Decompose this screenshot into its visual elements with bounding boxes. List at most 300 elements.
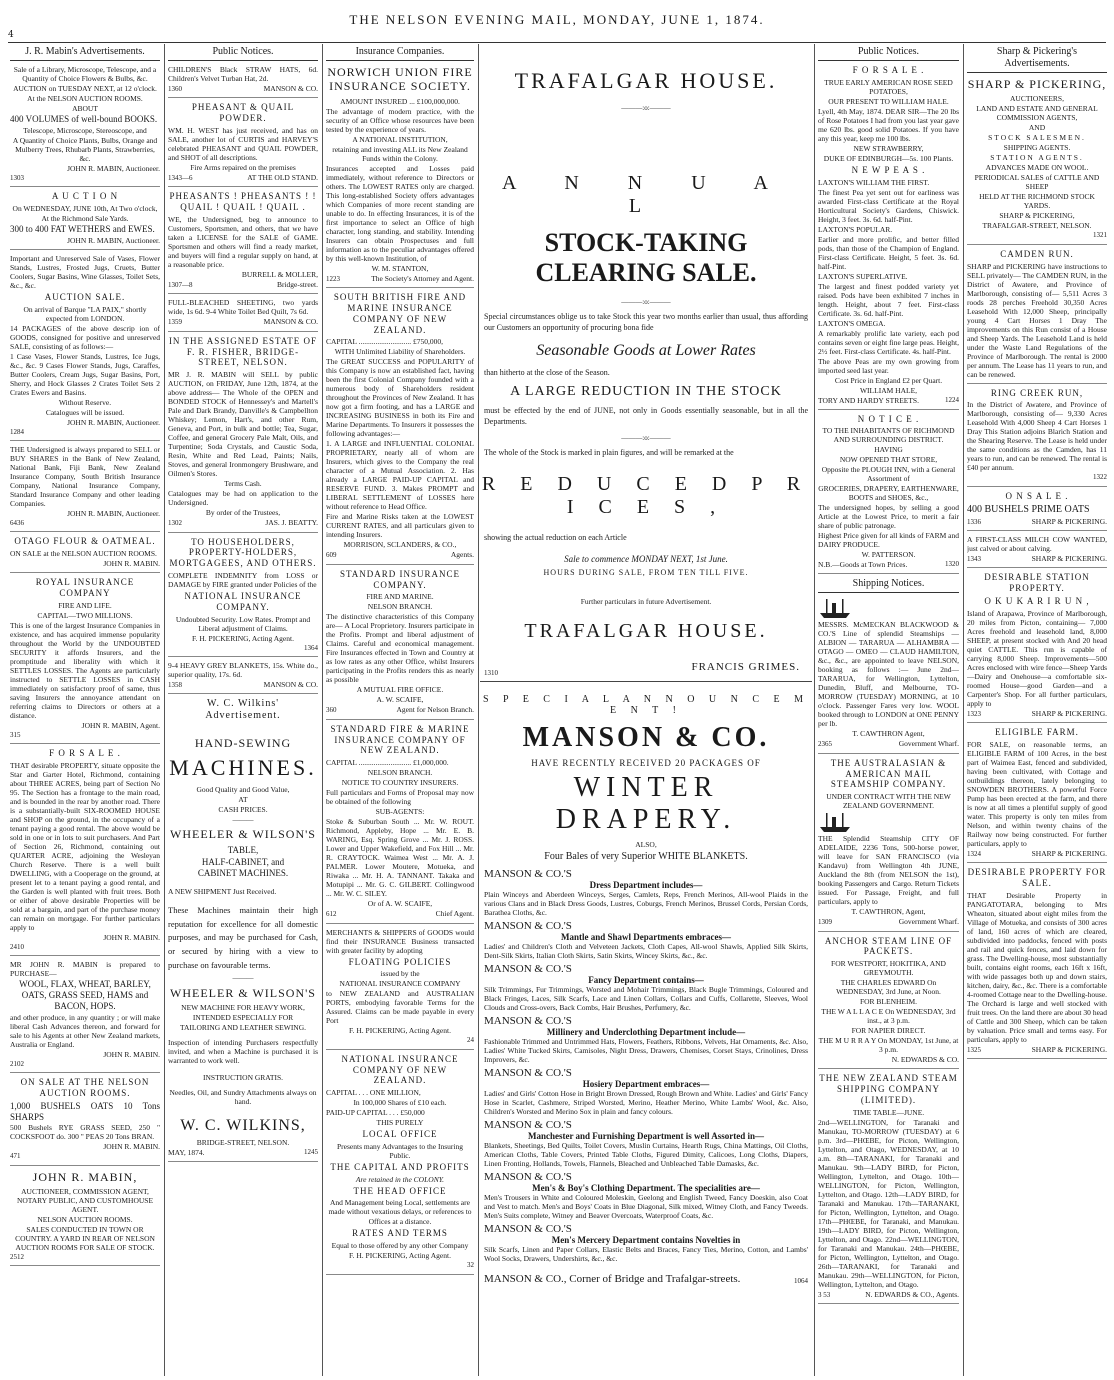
ad-title: IN THE ASSIGNED ESTATE OF F. R. FISHER, BRIDGE-STREET, NELSON. (168, 335, 318, 368)
newspaper-title: THE NELSON EVENING MAIL, MONDAY, JUNE 1, 1874. (349, 12, 765, 27)
ad-ref: 1343—6 (168, 173, 193, 182)
ad-text: Undoubted Security. Low Rates. Prompt and Liberal adjustment of Claims. (175, 614, 311, 633)
ad-ref: 612 (326, 910, 337, 919)
ad-ref: 1336 (967, 517, 981, 526)
ad-ref: 24 (467, 1036, 474, 1045)
ad-title: THE AUSTRALASIAN & AMERICAN MAIL STEAMSHIP COMPANY. (830, 757, 947, 790)
masthead-rule (8, 42, 1106, 43)
ad-title: ELIGIBLE FARM. (995, 727, 1079, 738)
separator: ———:o:——— (621, 298, 671, 306)
ad-text: A NATIONAL INSTITUTION, (352, 134, 448, 144)
department-title: Hosiery Department embraces— (582, 1078, 710, 1089)
ad-wilkins (168, 698, 318, 1162)
ad-text: THE W A L L A C E On WEDNESDAY, 3rd inst., at 3 p.m. (821, 1007, 956, 1026)
ad-text: MAY, 1874. (168, 1148, 205, 1158)
ad-text: A LARGE REDUCTION IN THE STOCK (510, 384, 782, 400)
ad-text: FULL-BLEACHED SHEETING, two yards wide, 1s 6d. 9-4 White Toilet Bed Quilt, 7s 6d. (168, 298, 318, 317)
ad-text: NELSON BRANCH. (367, 602, 433, 612)
ad-text: UNDER CONTRACT WITH THE NEW ZEALAND GOVERNMENT. (826, 792, 951, 811)
column-rule (164, 44, 165, 1376)
department-title: Men's Mercery Department contains Novelties in (551, 1234, 741, 1245)
ad-title: ROYAL INSURANCE COMPANY (35, 577, 135, 598)
page-number: 4 (8, 30, 14, 40)
ad-ref: 1359 (168, 318, 182, 327)
ad-title: OTAGO FLOUR & OATMEAL. (14, 536, 156, 547)
ad-text: Special circumstances oblige us to take Stock this year two months earlier than usual, thus affording our Customers an opportunity of procuring bona fide (484, 312, 808, 332)
ad-text: retaining and investing ALL its New Zealand Funds within the Colony. (332, 144, 468, 163)
department-body: Blankets, Sheetings, Bed Quilts, Toilet Covers, Muslin Curtains, Hearth Rugs, China Mattings, Oil Cloths, American Cloths, Table Covers, Printed Table Cloths, Figured Dimity, Calicoes, Long Cloths, Diapers, Linen Fronting, Hollands, Towels, Flannels, Bleached and Unbleached Table Damasks, &c. (484, 1140, 808, 1168)
ad-signature: MANSON & CO. (263, 84, 318, 93)
ad-text: STATION AGENTS. (990, 153, 1084, 163)
column-heading: Public Notices. (168, 46, 318, 61)
ad-title: CAMDEN RUN. (1000, 248, 1074, 259)
ad-signature: N. EDWARDS & CO., Agents. (865, 1289, 959, 1299)
ad-ring-creek-run (967, 388, 1107, 487)
ad-title: THE NEW ZEALAND STEAM SHIPPING COMPANY (LIMITED). (819, 1073, 958, 1105)
ad-sharp-pickering-card (967, 77, 1107, 245)
steamship-icon (818, 597, 852, 619)
ad-ref: 1364 (304, 643, 318, 652)
ad-text: TABLE, (227, 844, 259, 855)
ad-text: TAILORING AND LEATHER SEWING. (179, 1023, 307, 1032)
column-rule (478, 44, 479, 1376)
ad-anchor-line (818, 936, 959, 1070)
ad-title: O N S A L E . (1005, 490, 1069, 501)
ad-norwich-union (326, 65, 474, 288)
department-section (484, 868, 808, 917)
ad-text: Island of Arapawa, Province of Marlborough, 20 miles from Picton, containing— 7,000 Acres freehold and leasehold land, 8,000 SHEEP, at present stocked with And 20 head quiet CATTLE. This run is capable of carrying 8,000 Sheep. Improvements—500 Acres enclosed with wire fence—Sheep Yards—Dairy and Onehouse—a comfortable six-roomed House—good Garden—and a Carpenter's Shop. For all further particulars, apply to (967, 608, 1107, 708)
department-section (484, 1171, 808, 1220)
ad-signature: JOHN R. MABIN. (103, 932, 160, 942)
ad-ref: 1064 (794, 1276, 808, 1285)
ad-text: TORY AND HARDY STREETS. (818, 395, 919, 405)
ad-text: In 100,000 Shares of £10 each. (353, 1098, 447, 1108)
ad-south-british (326, 292, 474, 565)
department-name: MANSON & CO.'S (484, 1066, 572, 1079)
ad-text: This is one of the largest Insurance Companies in existence, and has acquired immense popularity throughout the World by the UNDOUBTED SECURITY it affords Insurers, and the promptitude and liberality with which it SETTLES LOSSES. The Agents are particularly instructed to SETTLE LOSSES in CASH immediately on satisfactory proof of same, thus saving Insurers the annoyance attendant on referring claims to Directors or others at a distance. (10, 620, 160, 720)
ad-text: Catalogues will be issued. (45, 407, 125, 417)
ad-royal-insurance (10, 577, 160, 744)
ad-text: 500 Bushels RYE GRASS SEED, 250 " COCKSFOOT do. 300 " PEAS 20 Tons BRAN. (10, 1123, 160, 1142)
ad-text: FOR SALE, on reasonable terms, an ELIGIBLE FARM of 100 Acres, in the best part of Waimea East, fenced and subdivided, having been cultivated, with Cottage and outbuildings thereon, lately belonging to SNOWDEN BROTHERS. A powerful Force Pump has been erected at the farm, and there is now at all times a plentiful supply of good water. This property is only ten miles from Nelson, and within twenty chains of the Railway now being constructed. For further particulars, apply to (967, 739, 1107, 848)
ad-text: AT (238, 795, 248, 805)
ad-oats-sale (10, 1077, 160, 1166)
ad-signature: JOHN R. MABIN. (103, 1142, 160, 1152)
department-name: MANSON & CO.'S (484, 1170, 572, 1183)
ad-ref: 1343 (967, 554, 981, 563)
ad-text: HAVE RECENTLY RECEIVED 20 PACKAGES OF (531, 757, 761, 768)
ad-text: Stoke & Suburban South ... Mr. W. ROUT. Richmond, Appleby, Hope ... Mr. E. B. WARING, Esq. Spring Grove ... Mr. J. ROSS. Lower and Upper Wakefield, and Fox Hill ... Mr. R. CRAYTOCK. Waimea West ... Mr. A. J. PALMER. Lower Moutere, Motueka, and Riwaka ... Mr. H. A. TANNANT. Takaka and Motupipi ... Mr. G. C. GILBERT. Collingwood ... Mr. W. C. SILEY. (326, 817, 474, 899)
ad-text: must be effected by the end of JUNE, not only in Goods essentially seasonable, but in all the Departments. (484, 406, 808, 427)
ad-title: FLOATING POLICIES (348, 956, 452, 967)
ad-text: R E D U C E D P R I C E S , (481, 472, 811, 518)
ad-eligible-farm (967, 727, 1107, 863)
department-name: MANSON & CO.'S (484, 962, 572, 975)
department-title: Fancy Department contains— (588, 974, 704, 985)
ad-text: OUR PRESENT TO WILLIAM HALE. (828, 96, 949, 106)
ad-text: Full particulars and Forms of Proposal may now be obtained of the following (326, 788, 474, 807)
ad-text: Sale to commence MONDAY NEXT, 1st June. (564, 553, 728, 564)
ad-signature: JAS. J. BEATTY. (265, 518, 318, 528)
ad-text: On WEDNESDAY, JUNE 10th, At Two o'clock, (12, 203, 158, 213)
ad-text: SHIPPING AGENTS. (1003, 143, 1071, 153)
ad-text: FIRE AND LIFE. (58, 600, 112, 610)
ad-text: AND (1028, 123, 1046, 133)
ad-title: LOCAL OFFICE (362, 1129, 438, 1140)
ad-signature: SHARP & PICKERING. (1031, 708, 1107, 718)
ad-text: Terms Cash. (224, 479, 262, 489)
ad-property-sale (10, 748, 160, 956)
ad-text: 2nd—WELLINGTON, for Taranaki and Manukau, TO-MORROW (TUESDAY) at 6 p.m. 3rd—PHŒBE, for Picton, Wellington, Lyttelton, and Otago, WEDNESDAY, at 10 a.m. 8th—TARANAKI, for Taranaki and Manukau. 9th—LADY BIRD, for Picton, Wellington, Lyttelton, and Otago. 10th—WELLINGTON, for Picton, Wellington, Lyttelton, and Otago. 12th—LADY BIRD, for Taranaki and Manukau. 17th—TARANAKI, for Picton, Wellington, Lyttelton, and Otago. 17th—PHŒBE, for Taranaki, and Manukau. 19th—LADY BIRD, for Picton, Wellington, Lyttelton, and Otago. 22nd—WELLINGTON, for Taranaki and Manukau. 24th—PHŒBE, for Picton, Wellington, Lyttelton, and Otago. 26th—TARANAKI, for Taranaki and Manukau. 29th—WELLINGTON, for Picton, Wellington, Lyttelton, and Otago. (818, 1117, 959, 1289)
ad-purchase-produce (10, 960, 160, 1073)
column-heading: Sharp & Pickering's Advertisements. (967, 46, 1107, 73)
separator: ——— (232, 974, 254, 983)
ad-text: NOTICE TO COUNTRY INSURERS. (341, 778, 459, 788)
ad-mcmeckan (818, 597, 959, 753)
separator: ——— (232, 816, 254, 825)
ad-text: showing the actual reduction on each Article (484, 532, 627, 542)
ad-text: WHEELER & WILSON'S (170, 985, 316, 1000)
ad-title: F O R S A L E . (49, 748, 121, 759)
ad-text: CASH PRICES. (218, 805, 268, 815)
ad-text: SUB-AGENTS: (375, 807, 425, 817)
ad-signature: MANSON & CO. (263, 679, 318, 689)
separator: ———:o:——— (621, 104, 671, 112)
ad-ref: 2410 (10, 942, 24, 951)
ad-prime-oats (967, 491, 1107, 531)
ad-text: STOCK SALESMEN. (988, 133, 1086, 143)
department-section (484, 920, 808, 960)
department-title: Dress Department includes— (589, 879, 703, 890)
ad-title: AUCTION SALE. (44, 291, 126, 302)
ad-pheasants-quail (168, 191, 318, 294)
ad-text: MESSRS. McMECKAN BLACKWOOD & CO.'S Line of splendid Steamships — ALBION — TARARUA — ALHAMBRA — OTAGO — OMEO — CLAUD HAMILTON, &c., &c., are appointed to leave NELSON, booking as follows :— June 2nd—TARARUA, for Wellington, Lyttelton, Dunedin, Bluff, and Melbourne, TO-MORROW (TUESDAY) MORNING, at 10 o'clock. Passenger Fares very low. WOOL booked through to LONDON at ONE PENNY per lb. (818, 620, 959, 729)
column-heading: Shipping Notices. (818, 578, 959, 593)
ad-text: HALF-CABINET, and (201, 856, 285, 867)
ad-text: At the NELSON AUCTION ROOMS. (27, 94, 143, 103)
ad-text: 400 BUSHELS PRIME OATS (967, 503, 1090, 515)
ad-ref: 2512 (10, 1253, 24, 1262)
ad-ref: 3 53 (818, 1290, 831, 1299)
ad-title: A N N U A L (501, 172, 790, 217)
ad-otago-flour (10, 536, 160, 573)
ad-mabin-card (10, 1170, 160, 1267)
ad-standard-insurance (326, 569, 474, 720)
ad-title: THE HEAD OFFICE (353, 1185, 447, 1196)
ad-text: Lyell, 4th May, 1874. DEAR SIR—The 20 lbs of Rose Potatoes I had from you last year gave me 620 lbs. good solid Potatoes. If you have any this year, keep me 100 lbs. (818, 106, 959, 143)
ad-title: N O T I C E . (857, 413, 920, 424)
ad-signature: SHARP & PICKERING. (1031, 516, 1107, 526)
ad-title: WINTER DRAPERY. (555, 771, 737, 835)
ad-signature: WILLIAM HALE, (859, 385, 918, 395)
ad-text: A FIRST-CLASS MILCH COW WANTED, just calved or about calving. (967, 534, 1107, 553)
ad-title: ANCHOR STEAM LINE OF PACKETS. (824, 935, 953, 957)
ad-text: LAND AND ESTATE AND GENERAL COMMISSION AGENTS, (976, 104, 1098, 123)
ad-signature: JOHN R. MABIN, Auctioneer. (67, 508, 160, 518)
ad-title: SHARP & PICKERING, (967, 77, 1107, 91)
ad-text: And Management being Local, settlements are made without vexatious delays, or references to (328, 1198, 472, 1217)
ad-text: NEW MACHINE FOR HEAVY WORK, (181, 1003, 305, 1012)
ad-signature: BURRELL & MOLLER, (241, 269, 318, 279)
ad-text: SHARP and PICKERING have instructions to SELL privately— The CAMDEN RUN, in the District of Awatere, and Province of Marlborough, consisting of— 5,511 Acres 3 roods 28 perches Freehold 30,350 Acres Leasehold With 12,000 Sheep, principally young 4 Cart Horses 1 Dray The improvements on this Run consist of a House and Sheep Yards. The Leasehold Land is held under the Waste Land Regulations of the Province of Marlborough. The rental is 2000 per annum. The Lease has 11 years to run, and can be renewed. (967, 261, 1107, 379)
ad-ref: 1325 (967, 1045, 981, 1054)
ad-text: 400 VOLUMES of well-bound BOOKS. (10, 114, 158, 124)
ad-text: Catalogues may be had on application to the Undersigned. (168, 489, 318, 508)
ad-text: NATIONAL INSURANCE COMPANY (339, 979, 461, 989)
column-public-notices (168, 44, 318, 1376)
ad-text: FOR BLENHEIM. (859, 997, 918, 1007)
ad-text: Cost Price in England £2 per Quart. (834, 375, 943, 385)
ad-text: Chief Agent. (435, 909, 474, 919)
ad-assigned-estate (168, 336, 318, 533)
department-name: MANSON & CO.'S (484, 919, 572, 932)
ad-title: PHEASANT & QUAIL POWDER. (191, 102, 295, 124)
ad-signature: A. W. SCAIFE, (376, 695, 424, 705)
ad-title: SOUTH BRITISH FIRE AND MARINE INSURANCE COMPANY OF NEW ZEALAND. (333, 292, 467, 335)
ad-text: GROCERIES, DRAPERY, EARTHENWARE, BOOTS and SHOES, &c., (818, 484, 959, 503)
department-name: MANSON & CO.'S (484, 1222, 572, 1235)
ad-national-insurance (326, 1054, 474, 1275)
ad-text: WM. H. WEST has just received, and has on SALE, another lot of CURTIS and HARVEY'S celebrated PHEASANT and QUAIL POWDER, and SHOT of all descriptions. (168, 125, 318, 162)
ad-ref: 1358 (168, 680, 182, 689)
ad-text: N.B.—Goods at Town Prices. (818, 560, 908, 570)
ad-text: 1,000 BUSHELS OATS 10 Tons SHARPS (10, 1100, 160, 1122)
department-body: Silk Scarfs, Linen and Paper Collars, Elastic Belts and Braces, Fancy Ties, Merino, Cotton, and Lambs' Wool Socks, Drawers, Undershirts, &c., &c. (484, 1244, 808, 1263)
ad-text: The whole of the Stock is marked in plain figures, and will be remarked at the (484, 447, 734, 457)
ad-text: THE CHARLES EDWARD On WEDNESDAY, 3rd June, at Noon. (836, 978, 941, 997)
ad-text: INSTRUCTION GRATIS. (202, 1073, 283, 1082)
ad-ref: 1307—8 (168, 280, 193, 289)
ad-text: LAXTON'S SUPERLATIVE. (818, 271, 908, 281)
ad-ref: 1224 (945, 395, 959, 404)
ad-text: W. C. WILKINS, (180, 1117, 306, 1134)
ad-text: Government Wharf. (898, 739, 959, 749)
ad-text: Good Quality and Good Value, (196, 785, 290, 795)
ad-text: BRIDGE-STREET, NELSON. (196, 1138, 290, 1148)
ad-signature: MANSON & CO. (263, 317, 318, 327)
ad-ref: 1320 (945, 560, 959, 569)
ad-text: A NEW SHIPMENT Just Received. (168, 887, 277, 897)
ad-title: JOHN R. MABIN, (32, 1169, 138, 1184)
ad-text: The above Peas are my own growing from imported seed last year. (818, 356, 959, 375)
ad-text: TRAFALGAR-STREET, NELSON. (982, 221, 1092, 231)
ad-text: WOOL, FLAX, WHEAT, BARLEY, OATS, GRASS SEED, HAMS and BACON, HOPS. (19, 979, 151, 1011)
ad-text: MACHINES. (169, 754, 317, 780)
ad-blankets (168, 661, 318, 694)
ad-text: Equal to those offered by any other Company (331, 1241, 469, 1251)
ad-ref: 1324 (967, 849, 981, 858)
masthead (0, 0, 1114, 40)
separator: ———:o:——— (621, 433, 671, 442)
department-body: Silk Trimmings, Fur Trimmings, Worsted and Mohair Trimmings, Black Bugle Trimmings, Coloured and Black Fringes, Laces, Silk Scarfs, Lace and Linen Collars, Collars and Cuffs, Collarette, Sleeves, Wool Clouds and Cross-overs, Back Combs, Hair Brushes, Perfumery, &c. (484, 984, 808, 1012)
ad-okukari-run (967, 572, 1107, 723)
ad-text: and other produce, in any quantity ; or will make liberal Cash Advances thereon, and forward for sale to his Agents at other New Zealand markets, Australia or England. (10, 1012, 160, 1049)
ad-text: ON SALE at the NELSON AUCTION ROOMS. (10, 549, 157, 559)
ad-text: THAT Desirable Property in PANGATOTARA, belonging to Mrs Wheaton, situated about eight miles from the Village of Motueka, and consists of 300 acres of land, 160 acres of which are cleared, subdivided into paddocks, fenced with posts and rail and quick fences, and laid down for grass. The Dwelling-house, most substantially built, contains eight rooms, each 16ft x 16ft, with wide passages both up and down stairs, kitchen, dairy, &c., &c. There is a comfortable 4-roomed Cottage near to the Dwelling-house. The Orchard is large and well stocked with fruit trees. On the land there are about 30 head of Cattle and 300 Sheep, which can be taken by valuation. Price small and terms easy. For particulars, apply to (967, 890, 1107, 1044)
ad-text: Four Bales of very Superior WHITE BLANKETS. (544, 850, 748, 862)
ad-text: The undersigned hopes, by selling a good Article at the Lowest Price, to merit a fair share of public patronage. (818, 503, 959, 531)
ad-text: THE Splendid Steamship CITY OF ADELAIDE, 2236 Tons, 500-horse power, will leave for SAN FRANCISCO (via Kandavu) from Wellington 4th JUNE, Auckland the 8th (from NELSON the 1st), booking Passengers and Cargo. Return Tickets issued. For Passage, Freight, and full particulars, apply to (818, 834, 959, 907)
ad-text: Agent for Nelson Branch. (396, 705, 474, 715)
ad-ref: 1360 (168, 85, 182, 93)
ad-title: RING CREEK RUN, (990, 387, 1084, 398)
ad-text: Sale of a Library, Microscope, Telescope, and a Quantity of Choice Flowers & Bulbs, &c. (13, 65, 157, 83)
ad-text: NEW STRAWBERRY, (853, 143, 924, 153)
ad-text: Telescope, Microscope, Stereoscope, and (23, 125, 147, 135)
ad-title: NATIONAL INSURANCE COMPANY. (184, 590, 302, 612)
ad-text: HOURS DURING SALE, FROM TEN TILL FIVE. (543, 567, 749, 577)
ad-text: MR JOHN R. MABIN is prepared to PURCHASE— (10, 960, 160, 979)
ad-text: In the District of Awatere, and Province of Marlborough, consisting of— 9,330 Acres Leasehold With 4,000 Sheep 4 Cart Horses 1 Dray This Station adjoins Blarich Station and the Shearing Reserve. The Lease is held under the same conditions as the Camden, has 11 years to run, and can be renewed. The rental is £40 per annum. (967, 400, 1107, 473)
ad-camden-run (967, 249, 1107, 384)
ad-text: CABINET MACHINES. (197, 868, 289, 879)
ad-text: CAPITAL . . . ONE MILLION, (326, 1088, 421, 1098)
ad-title: DESIRABLE PROPERTY FOR SALE. (967, 867, 1107, 889)
ad-text: 300 to 400 FAT WETHERS and EWES. (10, 223, 155, 234)
department-title: Mantle and Shawl Departments embraces— (561, 931, 731, 942)
ad-title: PHEASANTS ! PHEASANTS ! ! QUAIL ! QUAIL ! QUAIL . (169, 191, 317, 213)
ad-sheeting (168, 298, 318, 331)
ad-ref: 1223 (326, 274, 340, 283)
ad-text: AMOUNT INSURED ... £100,000,000. (340, 96, 460, 106)
ad-signature: Or of A. W. SCAIFE, (367, 899, 433, 909)
ad-title: O K U K A R I R U N , (984, 595, 1090, 606)
ad-text: Presents many Advantages to the Insuring Public. (336, 1141, 464, 1160)
column-sharp-pickering (967, 44, 1107, 1376)
ad-ref: 315 (10, 730, 21, 739)
ad-patterson-store (818, 414, 959, 575)
ad-signature: JOHN R. MABIN, Agent. (81, 720, 160, 730)
ad-text: On arrival of Barque "LA PAIX," shortly expected from LONDON. (23, 304, 147, 323)
ad-text: 1 Case Vases, Flower Stands, Lustres, Ice Jugs, &c., &c. 9 Cases Flower Stands, Jugs, Caraffes, Butter Coolers, Cream Jugs, Sugar Basins, Port, Sherry, and Hock Glasses 2 Crates Toilet Sets 2 Crates Ewers and Basins. (10, 351, 160, 397)
ad-text: than hitherto at the close of the Season. (484, 367, 610, 377)
ad-signature: F. H. PICKERING, Acting Agent. (192, 633, 294, 643)
ad-text: Fire and Marine Risks taken at the LOWEST CURRENT RATES, and all particulars given to intending Insurers. (326, 512, 474, 540)
ad-text: COMPLETE INDEMNITY from LOSS or DAMAGE by FIRE granted under Policies of the (168, 570, 318, 589)
ad-ref: 1323 (967, 709, 981, 718)
ad-text: Agents. (450, 550, 474, 560)
ad-text: Government Wharf. (898, 917, 959, 927)
ad-text: AUCTIONEER, COMMISSION AGENT, NOTARY PUBLIC, AND CUSTOMHOUSE AGENT. (16, 1187, 154, 1215)
ad-signature: F. H. PICKERING, Acting Agent. (349, 1026, 451, 1036)
department-name: MANSON & CO.'S (484, 867, 572, 880)
ad-title: W. C. Wilkins' Advertisement. (205, 698, 281, 722)
department-body: Men's Trousers in White and Coloured Moleskin, Geelong and English Tweed, Fancy Doeskin, also Coat and Vest to match. Men's and Boys' Coats in Blue Diagonal, Silk mixed, Witney Cloth, and Fancy Tweeds. Men's Suits complete, Witney and Beaver Overcoats, Waterproof Coats, &c. (484, 1192, 808, 1220)
department-section (484, 1223, 808, 1263)
ad-shares (10, 445, 160, 532)
ad-text: PERIODICAL SALES of CATTLE AND SHEEP (974, 173, 1100, 192)
ad-title: S P E C I A L A N N O U N C E M E N T ! (482, 693, 810, 716)
ad-text: Without Reserve. (58, 397, 112, 407)
ad-nz-steam-shipping (818, 1073, 959, 1304)
department-body: Plain Winceys and Aberdeen Winceys, Serges, Camlets, Reps, French Merinos, All-wool Plaids in the various Clans and in Black Dress Goods, Lustres, Coburgs, French Merinos, Brussel Cords, Persian Cords, Barathea Cloths, &c. (484, 889, 808, 917)
ad-signature: JOHN R. MABIN, Auctioneer. (67, 417, 160, 427)
ad-ref: 1302 (168, 519, 182, 528)
department-name: MANSON & CO.'S (484, 1118, 572, 1131)
ad-ref: 609 (326, 551, 337, 560)
ad-ref: 1303 (10, 173, 24, 182)
column-insurance (326, 44, 474, 1376)
ad-text: WHEELER & WILSON'S (170, 827, 316, 842)
ad-title: A U C T I O N (51, 191, 119, 202)
ad-signature: SHARP & PICKERING. (1031, 848, 1107, 858)
ad-text: LAXTON'S OMEGA. (818, 318, 886, 328)
ad-text: Insurances accepted and Losses paid immediately, without reference to Directors or others. The LOWEST RATES only are charged. This long-established Society offers advantages which Companies of more recent standing are unable to do. In effecting Insurances, it is of the first importance to select an Office of high character, long standing, and stability. Intending Insurers can obtain Prospectuses and full information as to the peculiar advantages offered by this well-known Institution, of (326, 163, 474, 263)
ad-ref: 1245 (304, 1148, 318, 1157)
ad-signature: T. CAWTHRON, Agent, (851, 907, 926, 917)
column-rule (814, 44, 815, 1376)
ad-signature: FRANCIS GRIMES. (691, 660, 800, 673)
ad-ref: 1321 (1093, 231, 1107, 240)
ad-ref: 32 (467, 1261, 474, 1270)
department-title: Manchester and Furnishing Department is well Assorted in— (527, 1130, 765, 1141)
ad-seed-potatoes (818, 65, 959, 410)
column-heading: Public Notices. (818, 46, 959, 61)
department-section (484, 963, 808, 1012)
ad-ref: 2365 (818, 740, 832, 749)
ad-text: NELSON AUCTION ROOMS. (37, 1215, 133, 1225)
ad-auction-sheep (10, 191, 160, 250)
ad-text: The advantage of modern practice, with the security of an Office whose resources have been tested by the experience of years. (326, 106, 474, 134)
ad-text: 9-4 HEAVY GREY BLANKETS, 15s. White do., superior quality, 17s. 6d. (168, 660, 318, 679)
ad-signature: JOHN R. MABIN. (103, 1049, 160, 1059)
ad-ref: 1284 (10, 427, 24, 436)
ad-text: MR J. R. MABIN will SELL by public AUCTION, on FRIDAY, June 12th, 1874, at the above address— The Whole of the OPEN and BONDED STOCK of Hennessey's and Martell's Pale and Dark Brandy, Danville's & Campbellton Whiskey; Lemon, Hart's, and other Rum, Geneva, and Port, in bulk and bottle; Tea, Sugar, Coffee, and general Grocery Pale Malt, Oils, and Turpentine; Soda Crystals, and Caustic Soda, Resin, White and Red Lead, Paints; Nails, Stoves, and general Ironmongery Brushware, and Oilmen's Stores. (168, 370, 318, 479)
center-advertisements (480, 44, 812, 1376)
ad-text: CAPITAL ............................ £750,000, (326, 337, 444, 347)
ad-text: AT THE OLD STAND. (247, 172, 318, 182)
column-rule (963, 44, 964, 1376)
ad-text: Fire Arms repaired on the premises (190, 162, 296, 172)
ad-text: Offices at a distance. (368, 1217, 432, 1227)
ad-signature: JOHN R. MABIN, Auctioneer. (67, 163, 160, 173)
ad-title: TRAFALGAR HOUSE. (514, 68, 778, 93)
ad-signature: JOHN R. MABIN. (103, 559, 160, 569)
ad-text: ADVANCES MADE ON WOOL. (985, 163, 1089, 173)
ad-ref: 360 (326, 706, 337, 715)
ad-text: ALSO, (635, 839, 657, 849)
ad-text: INTENDED ESPECIALLY FOR (192, 1013, 294, 1022)
column-rule (322, 44, 323, 1376)
ad-text: WITH Unlimited Liability of Shareholders. (334, 347, 466, 357)
column-mabin (10, 44, 160, 1376)
steamship-icon (818, 811, 852, 833)
ad-text: FOR WESTPORT, HOKITIKA, AND GREYMOUTH. (831, 959, 946, 978)
ad-signature: W. PATTERSON. (861, 550, 916, 560)
ad-title: TO HOUSEHOLDERS, PROPERTY-HOLDERS, MORTGAGEES, AND OTHERS. (169, 536, 317, 569)
ad-ref: 6436 (10, 518, 24, 527)
ad-text: LAXTON'S WILLIAM THE FIRST. (818, 177, 930, 187)
ad-milch-cow (967, 535, 1107, 568)
ad-text: issued by the (380, 969, 420, 979)
ad-text: TO THE INHABITANTS OF RICHMOND AND SURROUNDING DISTRICT. (822, 426, 955, 445)
ad-text: Bridge-street. (276, 279, 318, 289)
ad-text: CAPITAL—TWO MILLIONS. (37, 610, 133, 620)
ad-text: AUCTIONEERS, (1010, 94, 1064, 104)
ad-text: A MUTUAL FIRE OFFICE. (356, 685, 444, 695)
ad-title: STANDARD FIRE & MARINE INSURANCE COMPANY OF NEW ZEALAND. (330, 723, 470, 756)
ad-straw-hats (168, 65, 318, 98)
ad-ref: 2102 (10, 1059, 24, 1068)
ad-text: WE, the Undersigned, beg to announce to Customers, Sportsmen, and others, that we have taken a LICENSE for the SALE of GAME. Sportsmen and others will find a ready market, and buyers will find a regular supply on hand, at a reasonable price. (168, 214, 318, 269)
ad-text: ABOUT (72, 104, 98, 113)
ad-ref: 471 (10, 1152, 21, 1161)
ad-text: A remarkably prolific late variety, each pod contains seven or eight fine large peas. Height, 2½ feet. First-class Certificate. 4s. half-Pint. (818, 328, 959, 356)
department-body: Fashionable Trimmed and Untrimmed Hats, Flowers, Feathers, Ribbons, Velvets, Hat Ornaments, &c. Also, Ladies' White Tucked Skirts, Camisoles, Night Dress, Drawers, Chemises, Corset Stays, Crinolines, Dress Improvers, &c. (484, 1036, 808, 1064)
ad-text: SALES CONDUCTED IN TOWN OR COUNTRY. A YARD IN REAR OF NELSON AUCTION ROOMS FOR SALE OF STOCK. (15, 1225, 155, 1253)
ad-text: At the Richmond Sale Yards. (41, 213, 129, 223)
ad-signature: JOHN R. MABIN, Auctioneer. (67, 235, 160, 245)
